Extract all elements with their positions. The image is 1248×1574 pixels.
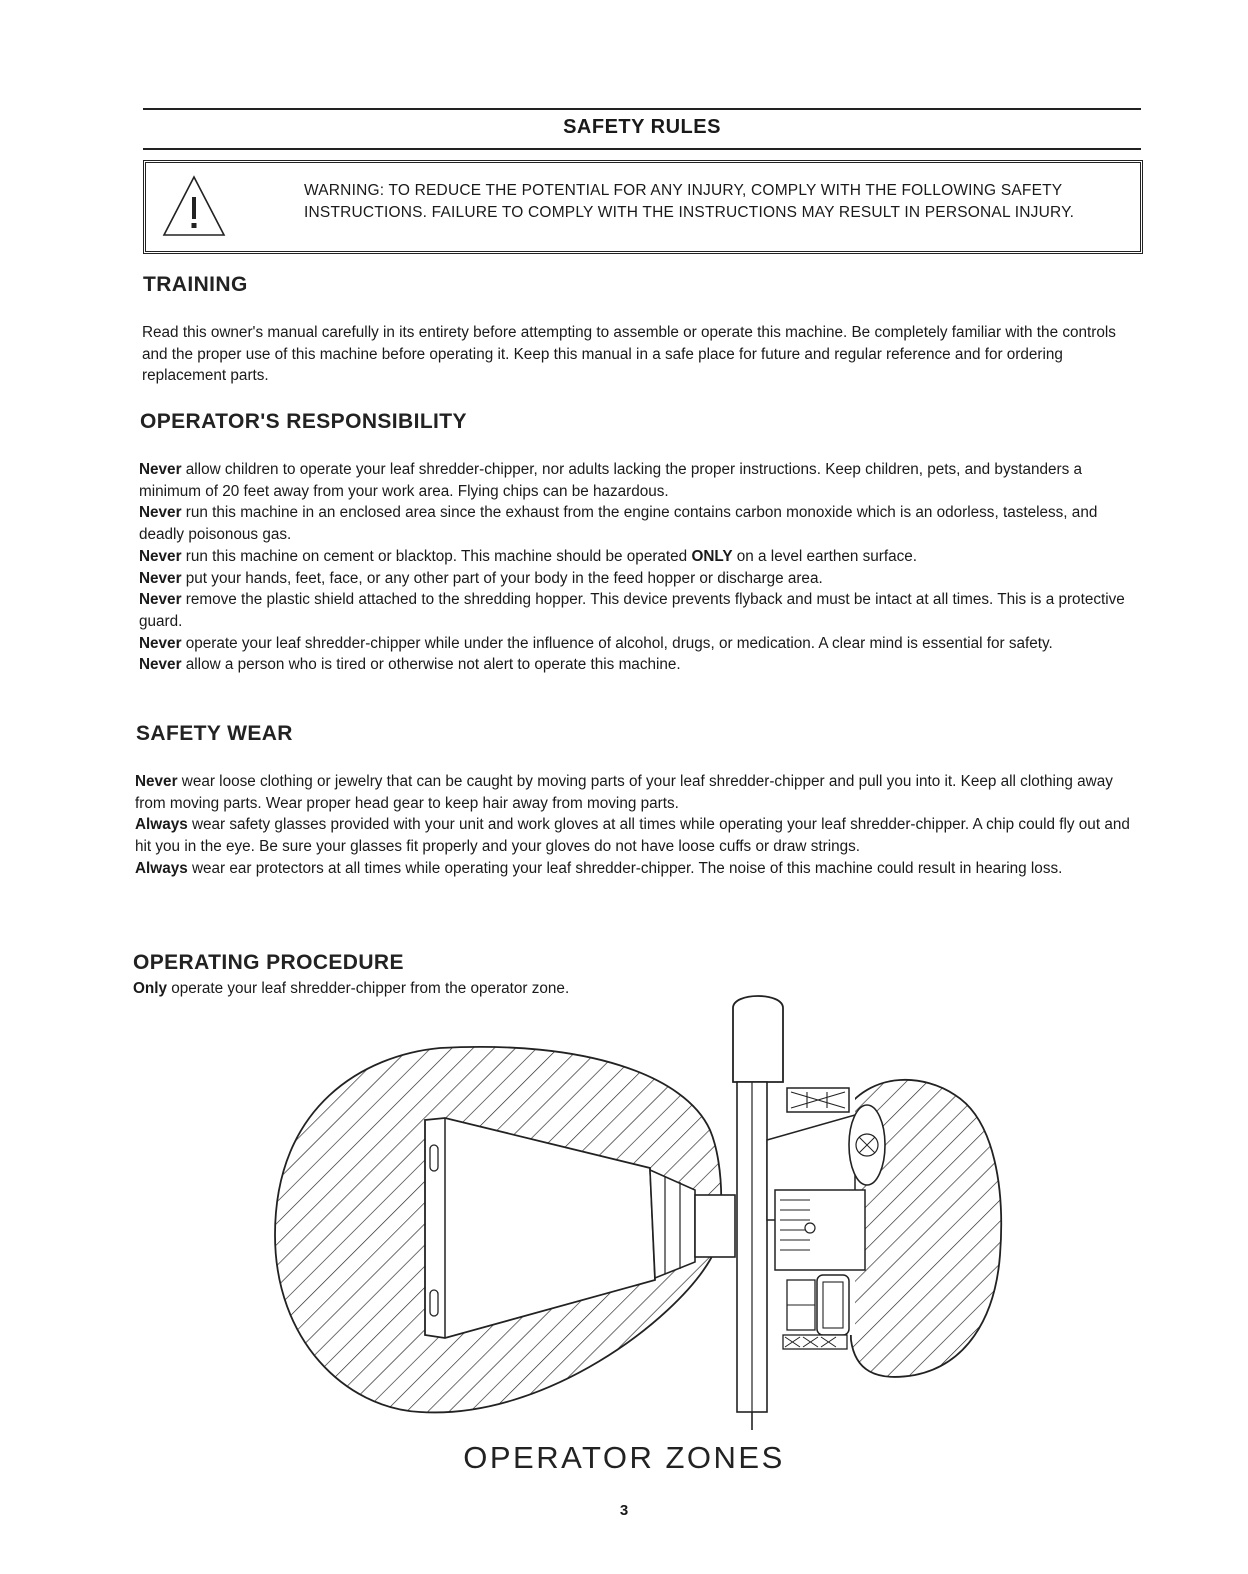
operator-responsibility-list (139, 459, 1139, 676)
diagram-caption: OPERATOR ZONES (463, 1440, 785, 1475)
title-rule (143, 148, 1141, 150)
operator-zones-diagram (255, 990, 1015, 1430)
list-item (135, 858, 1135, 880)
list-item (135, 814, 1135, 857)
list-item (139, 589, 1139, 632)
rule-text: wear safety glasses provided with your unit and work gloves at all times while operating your leaf shredder-chipper. A chip could fly out and hit you in the eye. Be sure your glasses fit properly and your gloves do not have loose cuffs or draw strings. (135, 816, 1130, 856)
list-item (139, 502, 1139, 545)
top-rule (143, 108, 1141, 110)
rule-keyword: Always (135, 816, 188, 834)
list-item (139, 633, 1139, 655)
list-item (139, 459, 1139, 502)
rule-text: run this machine in an enclosed area since the exhaust from the engine contains carbon monoxide which is an odorless, tasteless, and deadly poisonous gas. (139, 504, 1098, 544)
rule-keyword: Never (139, 547, 182, 565)
rule-text: put your hands, feet, face, or any other part of your body in the feed hopper or discharge area. (181, 569, 823, 587)
rule-keyword: Never (139, 634, 182, 652)
warning-triangle-icon (160, 173, 228, 239)
list-item (139, 568, 1139, 590)
rule-keyword: Only (133, 980, 167, 997)
rule-keyword: Never (135, 773, 178, 790)
rule-keyword: Never (139, 591, 182, 609)
rule-text: allow a person who is tired or otherwise not alert to operate this machine. (181, 656, 681, 674)
operator-responsibility-heading: OPERATOR'S RESPONSIBILITY (140, 410, 467, 433)
rule-text: wear ear protectors at all times while operating your leaf shredder-chipper. The noise of this machine could result in hearing loss. (187, 859, 1063, 877)
warning-text: WARNING: TO REDUCE THE POTENTIAL FOR ANY INJURY, COMPLY WITH THE FOLLOWING SAFETY INSTRUCTIONS. FAILURE TO COMPLY WITH THE INSTRUCTIONS MAY RESULT IN PERSONAL INJURY. (304, 182, 1075, 221)
rule-text: run this machine on cement or blacktop. This machine should be operated (181, 547, 692, 565)
training-paragraph (142, 322, 1140, 387)
warning-box (143, 160, 1143, 254)
rule-keyword: Never (139, 461, 182, 478)
rule-text: operate your leaf shredder-chipper from the operator zone. (167, 980, 570, 997)
operating-procedure-heading: OPERATING PROCEDURE (133, 951, 404, 974)
training-text: Read this owner's manual carefully in its entirety before attempting to assemble or operate this machine. Be completely familiar with the controls and the proper use of this machine before operating it. Keep this manual in a safe place for future and regular reference and for ordering replacement parts. (142, 324, 1116, 385)
rule-keyword: Always (135, 859, 188, 877)
rule-emphasis: ONLY (691, 547, 733, 565)
page-title: SAFETY RULES (563, 116, 721, 138)
list-item (139, 654, 1139, 676)
rule-keyword: Never (139, 569, 182, 587)
rule-text: allow children to operate your leaf shredder-chipper, nor adults lacking the proper instructions. Keep children, pets, and bystanders a minimum of 20 feet away from your work area. Flying chips can be hazardous. (139, 461, 1083, 500)
safety-wear-list (135, 771, 1135, 880)
rule-text: wear loose clothing or jewelry that can be caught by moving parts of your leaf shredder-chipper and pull you into it. Keep all clothing away from moving parts. Wear proper head gear to keep hair away from moving parts. (135, 773, 1113, 812)
rule-keyword: Never (139, 504, 182, 522)
rule-text: remove the plastic shield attached to the shredding hopper. This device prevents flyback and must be intact at all times. This is a protective guard. (139, 591, 1125, 630)
training-heading: TRAINING (143, 273, 248, 296)
page-number: 3 (619, 1502, 629, 1519)
list-item (139, 546, 1139, 568)
rule-keyword: Never (139, 656, 182, 674)
safety-wear-heading: SAFETY WEAR (136, 722, 293, 745)
rule-text: operate your leaf shredder-chipper while under the influence of alcohol, drugs, or medication. A clear mind is essential for safety. (181, 634, 1053, 652)
rule-text: on a level earthen surface. (732, 547, 918, 565)
list-item (135, 771, 1135, 814)
